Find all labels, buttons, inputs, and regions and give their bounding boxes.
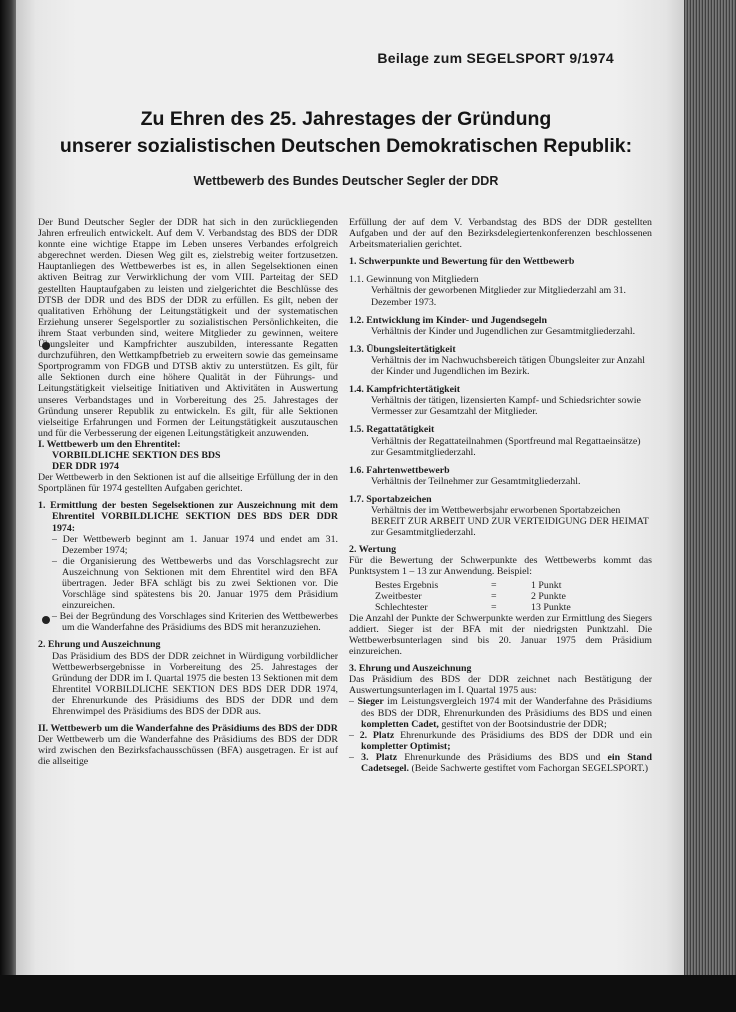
section-1-title-a: VORBILDLICHE SEKTION DES BDS xyxy=(52,449,221,461)
points-equals: = xyxy=(491,579,497,591)
points-value: 1 Punkt xyxy=(531,579,562,591)
table-row xyxy=(375,591,571,602)
section-2-text: Der Wettbewerb um die Wanderfahne des Präsidiums des BDS der DDR wird zwischen den Bezirksfachausschüssen (BFA) ausgetragen. Er ist auf die allseitige xyxy=(38,734,338,768)
page-subtitle: Wettbewerb des Bundes Deutscher Segler der DDR xyxy=(193,174,499,188)
points-label: Schlechtester xyxy=(375,601,428,613)
right-column xyxy=(349,217,652,774)
table-row xyxy=(375,602,571,613)
criterion-text: Verhältnis der Kinder und Jugendlichen zur Gesamtmitgliederzahl. xyxy=(371,325,636,337)
criterion-item xyxy=(349,344,652,377)
scoring-after-text: Die Anzahl der Punkte der Schwerpunkte werden zur Ermittlung des Siegers addiert. Sieger ist der BFA mit der niedrigsten Punktzahl. Die Wettbewerbsunterlagen sind bis 20. Januar 1975 dem Präsidium einzureichen. xyxy=(349,612,652,658)
supplement-header: Beilage zum SEGELSPORT 9/1974 xyxy=(377,50,614,66)
criterion-heading: 1.2. Entwicklung im Kinder- und Jugendsegeln xyxy=(349,314,547,326)
criterion-item xyxy=(349,465,652,487)
item-2-text: Das Präsidium des BDS der DDR zeichnet in Würdigung vorbildlicher Wettbewerbsergebnisse in Vorbereitung des 25. Jahrestages der Gründung der DDR im I. Quartal 1975 die besten 13 Sektionen mit dem Ehrentitel VORBILDLICHE SEKTION DES BDS DER DDR 1974, der Ehrenurkunde des Präsidiums des BDS der DDR und dem Ehrenwimpel des Präsidiums des BDS der DDR aus. xyxy=(52,650,338,718)
criteria-heading: 1. Schwerpunkte und Bewertung für den Wettbewerb xyxy=(349,256,575,268)
scoring-text: Für die Bewertung der Schwerpunkte des Wettbewerbs kommt das Punktsystem 1 – 13 zur Anwendung. Beispiel: xyxy=(349,555,652,578)
item-1-bullet: – Der Wettbewerb beginnt am 1. Januar 1974 und endet am 31. Dezember 1974; xyxy=(52,533,338,556)
title-line-1: Zu Ehren des 25. Jahrestages der Gründung xyxy=(140,108,552,130)
criterion-heading: 1.1. Gewinnung von Mitgliedern xyxy=(349,274,479,286)
criterion-heading: 1.3. Übungsleitertätigkeit xyxy=(349,343,456,355)
item-2-heading: 2. Ehrung und Auszeichnung xyxy=(38,639,161,651)
book-spine-shadow xyxy=(0,0,16,980)
points-value: 2 Punkte xyxy=(531,590,566,602)
award-dash: – xyxy=(349,729,360,741)
criterion-text: Verhältnis der Regattateilnahmen (Sportfreund mal Regattaeinsätze) zur Gesamtmitgliederzahl. xyxy=(371,435,641,458)
criterion-item xyxy=(349,494,652,538)
awards-text: Das Präsidium des BDS der DDR zeichnet nach Bestätigung der Auswertungsunterlagen im I. Quartal 1975 aus: xyxy=(349,674,652,697)
left-column xyxy=(38,217,338,768)
section-1-title-b: DER DDR 1974 xyxy=(52,461,119,473)
item-1-bullet: – die Organisierung des Wettbewerbs und das Vorschlagsrecht zur Auszeichnung von Sektionen mit dem Ehrentitel wird den BFA übertragen. Jeder BFA schlägt bis zu zwei Sektionen vor. Die Vorschläge sind spätestens bis 20. Januar 1975 dem Präsidium einzureichen. xyxy=(52,555,338,612)
award-description: im Leistungsvergleich 1974 mit der Wanderfahne des Präsidiums des BDS der DDR, Ehrenurkunden des Präsidiums des BDS und einen xyxy=(361,696,652,719)
item-1-heading: 1. Ermittlung der besten Segelsektionen zur Auszeichnung mit dem Ehrentitel VORBILDLICHE SEKTION DES BDS DER DDR 1974: xyxy=(38,500,338,534)
award-prize: kompletter Optimist; xyxy=(361,740,451,752)
intro-paragraph: Der Bund Deutscher Segler der DDR hat sich in den zurückliegenden Jahren erfreulich entwickelt. Auf dem V. Verbandstag des BDS der DDR konnte eine wichtige Etappe im Leben unseres Verbandes erfolgreich abgerechnet werden. Diesen Weg gilt es, zielstrebig weiter fortzusetzen. Hauptanliegen des Wettbewerbes ist es, in allen Segelsektionen einen aktiven Beitrag zur Verwirklichung der vom VIII. Parteitag der SED gestellten Hauptaufgaben zu leisten und zielgerichtet die Beschlüsse des DTSB der DDR und des BDS der DDR zu erfüllen. Es gilt, neben der qualitativen Erhöhung der Leitungstätigkeit und der systematischen Erziehung unserer Segelsportler zu sozialistischen Persönlichkeiten, die ihrem Staat verbunden sind, weitere Mitglieder zu gewinnen, weitere Übungsleiter und Kampfrichter auszubilden, interessante Regatten durchzuführen, den Wettkampfbetrieb zu erweitern sowie das gemeinsame Sportprogramm von FDGB und DTSB aktiv zu unterstützen. Es gilt, für alle Sektionen durch eine höhere Qualität in der Führungs- und Leitungstätigkeit vielseitige Initiativen und Aktivitäten in Auswertung unseres Verbandstages und in Vorbereitung des 25. Jahrestages der Gründung unserer Republik zu entwickeln. Es gilt, für alle Sektionen vielseitige Erfahrungen und Formen der Leitungstätigkeit auszutauschen und für die Verbesserung der eigenen Leitungstätigkeit anzuwenden. xyxy=(38,217,338,439)
award-item xyxy=(349,730,652,752)
scan-background xyxy=(0,975,736,1012)
page-title xyxy=(46,106,646,160)
award-item xyxy=(349,696,652,729)
scoring-heading: 2. Wertung xyxy=(349,544,397,556)
award-rank: 3. Platz xyxy=(361,751,398,763)
award-item xyxy=(349,752,652,774)
document-page xyxy=(16,0,684,975)
points-value: 13 Punkte xyxy=(531,601,571,613)
table-row xyxy=(375,580,571,591)
criterion-heading: 1.7. Sportabzeichen xyxy=(349,493,432,505)
criterion-heading: 1.4. Kampfrichtertätigkeit xyxy=(349,384,461,396)
points-label: Zweitbester xyxy=(375,590,422,602)
points-label: Bestes Ergebnis xyxy=(375,579,439,591)
criterion-heading: 1.6. Fahrtenwettbewerb xyxy=(349,464,450,476)
award-rank: 2. Platz xyxy=(359,729,395,741)
criterion-text: Verhältnis der tätigen, lizensierten Kampf- und Schiedsrichter sowie Vermesser zur Gesamtzahl der Mitglieder. xyxy=(371,395,641,418)
criterion-text: Verhältnis der im Wettbewerbsjahr erworbenen Sportabzeichen BEREIT ZUR ARBEIT UND ZUR VERTEIDIGUNG DER HEIMAT zur Gesamtmitgliederzahl. xyxy=(371,504,649,539)
criterion-text: Verhältnis der Teilnehmer zur Gesamtmitgliederzahl. xyxy=(371,475,581,487)
award-rank: Sieger xyxy=(357,696,384,708)
section-1-text: Der Wettbewerb in den Sektionen ist auf die allseitige Erfüllung der in den Sportplänen für 1974 gestellten Aufgaben gerichtet. xyxy=(38,472,338,495)
item-1-bullet: – Bei der Begründung des Vorschlages sind Kriterien des Wettbewerbes um die Wanderfahne des Präsidiums des BDS mit heranzuziehen. xyxy=(52,611,338,634)
criterion-item xyxy=(349,424,652,457)
title-line-2: unserer sozialistischen Deutschen Demokratischen Republik: xyxy=(59,135,633,157)
award-description: Ehrenurkunde des Präsidiums des BDS und xyxy=(397,751,608,763)
criterion-heading: 1.5. Regattatätigkeit xyxy=(349,424,435,436)
points-equals: = xyxy=(491,590,497,602)
award-dash: – xyxy=(349,751,362,763)
award-prize: kompletten Cadet, xyxy=(361,718,439,730)
criterion-text: Verhältnis der geworbenen Mitglieder zur Mitgliederzahl am 31. Dezember 1973. xyxy=(371,285,627,308)
award-description: Ehrenurkunde des Präsidiums des BDS der DDR und ein xyxy=(394,729,653,741)
award-description: gestiftet von der Bootsindustrie der DDR; xyxy=(438,718,607,730)
award-prize: ein Stand Cadetsegel. xyxy=(361,751,652,775)
continuation-paragraph: Erfüllung der auf dem V. Verbandstag des BDS der DDR gestellten Aufgaben und der auf den Bezirksdelegiertenkonferenzen beschlossenen Arbeitsmaterialien gerichtet. xyxy=(349,217,652,251)
awards-heading: 3. Ehrung und Auszeichnung xyxy=(349,663,472,675)
section-2-heading: II. Wettbewerb um die Wanderfahne des Präsidiums des BDS der DDR xyxy=(38,723,338,735)
criterion-item xyxy=(349,315,652,337)
section-1-heading: I. Wettbewerb um den Ehrentitel: xyxy=(38,438,181,450)
criterion-item xyxy=(349,274,652,307)
points-table xyxy=(375,580,571,613)
award-dash: – xyxy=(349,696,358,708)
points-equals: = xyxy=(491,601,497,613)
award-description: (Beide Sachwerte gestiftet vom Fachorgan SEGELSPORT.) xyxy=(409,763,649,775)
page-edges xyxy=(684,0,736,975)
criterion-item xyxy=(349,384,652,417)
criterion-text: Verhältnis der im Nachwuchsbereich tätigen Übungsleiter zur Anzahl der Kinder und Jugendlichen im Bezirk. xyxy=(371,354,645,378)
